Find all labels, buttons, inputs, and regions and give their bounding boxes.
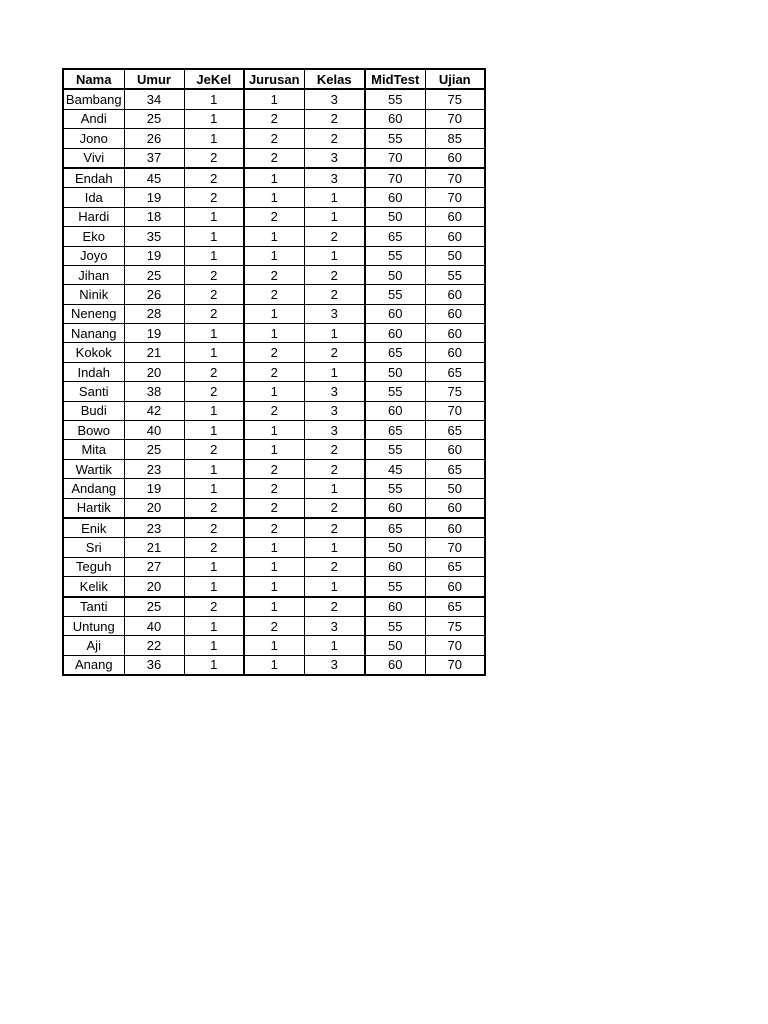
cell-jurusan: 1	[244, 421, 304, 440]
cell-ujian: 50	[425, 479, 485, 498]
table-row	[63, 401, 485, 420]
cell-jurusan: 2	[244, 129, 304, 148]
cell-jekel: 1	[184, 479, 244, 498]
cell-umur: 35	[124, 227, 184, 246]
cell-midtest: 55	[365, 382, 425, 401]
cell-ujian: 70	[425, 168, 485, 188]
cell-umur: 38	[124, 382, 184, 401]
cell-umur: 25	[124, 440, 184, 459]
cell-ujian: 60	[425, 343, 485, 362]
cell-nama: Untung	[63, 616, 124, 635]
cell-umur: 19	[124, 324, 184, 343]
cell-jekel: 2	[184, 148, 244, 168]
table-row	[63, 89, 485, 109]
cell-jurusan: 2	[244, 285, 304, 304]
cell-umur: 36	[124, 655, 184, 675]
cell-midtest: 65	[365, 421, 425, 440]
data-table	[62, 68, 486, 676]
cell-nama: Santi	[63, 382, 124, 401]
cell-midtest: 45	[365, 459, 425, 478]
header-midtest: MidTest	[365, 69, 425, 89]
cell-umur: 40	[124, 616, 184, 635]
cell-nama: Neneng	[63, 304, 124, 323]
cell-nama: Kelik	[63, 577, 124, 597]
cell-kelas: 3	[304, 616, 365, 635]
table-row	[63, 577, 485, 597]
cell-midtest: 50	[365, 207, 425, 226]
cell-jurusan: 2	[244, 207, 304, 226]
header-row	[63, 69, 485, 89]
table-row	[63, 227, 485, 246]
table-row	[63, 207, 485, 226]
cell-umur: 20	[124, 577, 184, 597]
cell-ujian: 85	[425, 129, 485, 148]
table-row	[63, 616, 485, 635]
cell-jurusan: 1	[244, 246, 304, 265]
cell-jekel: 1	[184, 616, 244, 635]
cell-nama: Vivi	[63, 148, 124, 168]
cell-ujian: 60	[425, 498, 485, 518]
cell-ujian: 60	[425, 285, 485, 304]
cell-kelas: 3	[304, 304, 365, 323]
cell-jekel: 2	[184, 168, 244, 188]
cell-jurusan: 2	[244, 479, 304, 498]
cell-kelas: 1	[304, 246, 365, 265]
cell-umur: 45	[124, 168, 184, 188]
cell-nama: Kokok	[63, 343, 124, 362]
table-row	[63, 557, 485, 576]
header-umur: Umur	[124, 69, 184, 89]
cell-kelas: 2	[304, 129, 365, 148]
cell-nama: Joyo	[63, 246, 124, 265]
table-row	[63, 538, 485, 557]
cell-midtest: 65	[365, 227, 425, 246]
cell-kelas: 2	[304, 343, 365, 362]
cell-kelas: 1	[304, 577, 365, 597]
cell-jurusan: 2	[244, 362, 304, 381]
cell-jekel: 1	[184, 207, 244, 226]
cell-kelas: 2	[304, 498, 365, 518]
cell-ujian: 65	[425, 362, 485, 381]
cell-jekel: 2	[184, 188, 244, 207]
cell-midtest: 55	[365, 89, 425, 109]
cell-kelas: 1	[304, 207, 365, 226]
cell-kelas: 3	[304, 89, 365, 109]
cell-nama: Ninik	[63, 285, 124, 304]
cell-kelas: 2	[304, 109, 365, 128]
cell-jekel: 2	[184, 285, 244, 304]
cell-jurusan: 1	[244, 557, 304, 576]
cell-nama: Endah	[63, 168, 124, 188]
cell-nama: Bowo	[63, 421, 124, 440]
cell-nama: Andang	[63, 479, 124, 498]
cell-jurusan: 1	[244, 168, 304, 188]
table-row	[63, 265, 485, 284]
cell-umur: 25	[124, 597, 184, 617]
cell-ujian: 75	[425, 89, 485, 109]
cell-ujian: 60	[425, 577, 485, 597]
cell-umur: 19	[124, 188, 184, 207]
cell-midtest: 55	[365, 616, 425, 635]
cell-jurusan: 1	[244, 597, 304, 617]
cell-midtest: 60	[365, 498, 425, 518]
table-row	[63, 129, 485, 148]
cell-jekel: 2	[184, 440, 244, 459]
cell-kelas: 2	[304, 285, 365, 304]
table-row	[63, 188, 485, 207]
cell-jurusan: 1	[244, 538, 304, 557]
cell-umur: 23	[124, 518, 184, 538]
cell-ujian: 70	[425, 109, 485, 128]
header-ujian: Ujian	[425, 69, 485, 89]
cell-umur: 34	[124, 89, 184, 109]
cell-jurusan: 2	[244, 265, 304, 284]
table-row	[63, 285, 485, 304]
cell-nama: Mita	[63, 440, 124, 459]
cell-umur: 37	[124, 148, 184, 168]
cell-ujian: 50	[425, 246, 485, 265]
cell-umur: 25	[124, 109, 184, 128]
cell-umur: 18	[124, 207, 184, 226]
cell-jekel: 1	[184, 227, 244, 246]
cell-nama: Tanti	[63, 597, 124, 617]
cell-midtest: 50	[365, 538, 425, 557]
cell-midtest: 55	[365, 440, 425, 459]
cell-nama: Jihan	[63, 265, 124, 284]
header-nama: Nama	[63, 69, 124, 89]
cell-kelas: 3	[304, 401, 365, 420]
cell-kelas: 2	[304, 227, 365, 246]
cell-nama: Wartik	[63, 459, 124, 478]
header-jurusan: Jurusan	[244, 69, 304, 89]
cell-jekel: 1	[184, 109, 244, 128]
table-row	[63, 109, 485, 128]
cell-nama: Budi	[63, 401, 124, 420]
cell-midtest: 60	[365, 557, 425, 576]
cell-jurusan: 2	[244, 109, 304, 128]
cell-nama: Andi	[63, 109, 124, 128]
cell-midtest: 60	[365, 188, 425, 207]
cell-jekel: 1	[184, 459, 244, 478]
cell-jurusan: 1	[244, 188, 304, 207]
cell-midtest: 50	[365, 265, 425, 284]
table-row	[63, 479, 485, 498]
cell-ujian: 70	[425, 188, 485, 207]
cell-midtest: 70	[365, 148, 425, 168]
cell-ujian: 65	[425, 557, 485, 576]
cell-jekel: 1	[184, 129, 244, 148]
cell-jekel: 1	[184, 557, 244, 576]
cell-ujian: 60	[425, 227, 485, 246]
cell-ujian: 60	[425, 324, 485, 343]
cell-jurusan: 2	[244, 518, 304, 538]
cell-jekel: 2	[184, 382, 244, 401]
cell-jurusan: 1	[244, 577, 304, 597]
table-row	[63, 168, 485, 188]
cell-nama: Hardi	[63, 207, 124, 226]
cell-nama: Indah	[63, 362, 124, 381]
cell-jekel: 1	[184, 343, 244, 362]
header-jekel: JeKel	[184, 69, 244, 89]
cell-kelas: 3	[304, 148, 365, 168]
cell-kelas: 1	[304, 538, 365, 557]
cell-ujian: 70	[425, 655, 485, 675]
cell-umur: 26	[124, 129, 184, 148]
table-row	[63, 498, 485, 518]
cell-jekel: 1	[184, 401, 244, 420]
cell-ujian: 65	[425, 421, 485, 440]
cell-midtest: 50	[365, 636, 425, 655]
cell-midtest: 60	[365, 304, 425, 323]
header-kelas: Kelas	[304, 69, 365, 89]
cell-jurusan: 2	[244, 498, 304, 518]
table-row	[63, 421, 485, 440]
cell-kelas: 3	[304, 382, 365, 401]
cell-jekel: 1	[184, 655, 244, 675]
cell-midtest: 55	[365, 129, 425, 148]
cell-kelas: 2	[304, 265, 365, 284]
cell-jekel: 2	[184, 362, 244, 381]
cell-kelas: 1	[304, 479, 365, 498]
table-row	[63, 246, 485, 265]
cell-nama: Aji	[63, 636, 124, 655]
cell-ujian: 70	[425, 636, 485, 655]
cell-umur: 42	[124, 401, 184, 420]
cell-jekel: 2	[184, 265, 244, 284]
cell-kelas: 3	[304, 168, 365, 188]
cell-jurusan: 2	[244, 148, 304, 168]
cell-midtest: 60	[365, 655, 425, 675]
table-row	[63, 324, 485, 343]
table-row	[63, 459, 485, 478]
cell-nama: Nanang	[63, 324, 124, 343]
cell-umur: 26	[124, 285, 184, 304]
cell-kelas: 1	[304, 324, 365, 343]
cell-ujian: 75	[425, 616, 485, 635]
cell-nama: Enik	[63, 518, 124, 538]
cell-jurusan: 2	[244, 459, 304, 478]
cell-jekel: 1	[184, 89, 244, 109]
cell-umur: 21	[124, 343, 184, 362]
cell-kelas: 1	[304, 362, 365, 381]
cell-jurusan: 1	[244, 382, 304, 401]
cell-jekel: 2	[184, 518, 244, 538]
cell-ujian: 75	[425, 382, 485, 401]
table-row	[63, 148, 485, 168]
cell-ujian: 65	[425, 597, 485, 617]
cell-jekel: 1	[184, 324, 244, 343]
cell-jurusan: 1	[244, 324, 304, 343]
cell-kelas: 2	[304, 459, 365, 478]
cell-kelas: 3	[304, 421, 365, 440]
cell-kelas: 1	[304, 188, 365, 207]
cell-kelas: 1	[304, 636, 365, 655]
cell-ujian: 70	[425, 538, 485, 557]
cell-umur: 27	[124, 557, 184, 576]
table-row	[63, 597, 485, 617]
cell-midtest: 60	[365, 324, 425, 343]
cell-nama: Ida	[63, 188, 124, 207]
cell-midtest: 60	[365, 401, 425, 420]
cell-jekel: 1	[184, 421, 244, 440]
cell-nama: Eko	[63, 227, 124, 246]
cell-umur: 20	[124, 498, 184, 518]
table-row	[63, 636, 485, 655]
cell-jurusan: 1	[244, 227, 304, 246]
cell-midtest: 65	[365, 518, 425, 538]
cell-nama: Anang	[63, 655, 124, 675]
cell-ujian: 60	[425, 440, 485, 459]
cell-kelas: 3	[304, 655, 365, 675]
cell-ujian: 55	[425, 265, 485, 284]
cell-jekel: 1	[184, 577, 244, 597]
cell-umur: 25	[124, 265, 184, 284]
cell-jurusan: 1	[244, 636, 304, 655]
table-row	[63, 382, 485, 401]
cell-jekel: 1	[184, 636, 244, 655]
cell-ujian: 65	[425, 459, 485, 478]
cell-nama: Hartik	[63, 498, 124, 518]
cell-midtest: 60	[365, 109, 425, 128]
table-row	[63, 655, 485, 675]
cell-nama: Sri	[63, 538, 124, 557]
cell-jurusan: 2	[244, 401, 304, 420]
cell-jekel: 2	[184, 498, 244, 518]
table-row	[63, 362, 485, 381]
cell-ujian: 70	[425, 401, 485, 420]
cell-jekel: 2	[184, 304, 244, 323]
cell-nama: Teguh	[63, 557, 124, 576]
cell-umur: 19	[124, 479, 184, 498]
cell-nama: Jono	[63, 129, 124, 148]
cell-jurusan: 1	[244, 655, 304, 675]
cell-jekel: 1	[184, 246, 244, 265]
cell-umur: 19	[124, 246, 184, 265]
cell-jurusan: 1	[244, 89, 304, 109]
cell-jekel: 2	[184, 538, 244, 557]
cell-kelas: 2	[304, 557, 365, 576]
cell-umur: 28	[124, 304, 184, 323]
cell-jurusan: 1	[244, 304, 304, 323]
cell-umur: 20	[124, 362, 184, 381]
cell-umur: 40	[124, 421, 184, 440]
cell-midtest: 55	[365, 285, 425, 304]
cell-midtest: 65	[365, 343, 425, 362]
cell-ujian: 60	[425, 148, 485, 168]
cell-midtest: 70	[365, 168, 425, 188]
cell-ujian: 60	[425, 518, 485, 538]
cell-kelas: 2	[304, 440, 365, 459]
cell-umur: 23	[124, 459, 184, 478]
cell-jurusan: 1	[244, 440, 304, 459]
cell-jekel: 2	[184, 597, 244, 617]
table-row	[63, 304, 485, 323]
cell-umur: 22	[124, 636, 184, 655]
cell-midtest: 55	[365, 479, 425, 498]
table-body	[63, 89, 485, 675]
cell-kelas: 2	[304, 518, 365, 538]
cell-kelas: 2	[304, 597, 365, 617]
table-row	[63, 440, 485, 459]
cell-midtest: 60	[365, 597, 425, 617]
cell-jurusan: 2	[244, 343, 304, 362]
cell-ujian: 60	[425, 207, 485, 226]
cell-nama: Bambang	[63, 89, 124, 109]
cell-jurusan: 2	[244, 616, 304, 635]
table-row	[63, 518, 485, 538]
cell-midtest: 55	[365, 577, 425, 597]
cell-ujian: 60	[425, 304, 485, 323]
table-row	[63, 343, 485, 362]
cell-midtest: 55	[365, 246, 425, 265]
cell-umur: 21	[124, 538, 184, 557]
cell-midtest: 50	[365, 362, 425, 381]
